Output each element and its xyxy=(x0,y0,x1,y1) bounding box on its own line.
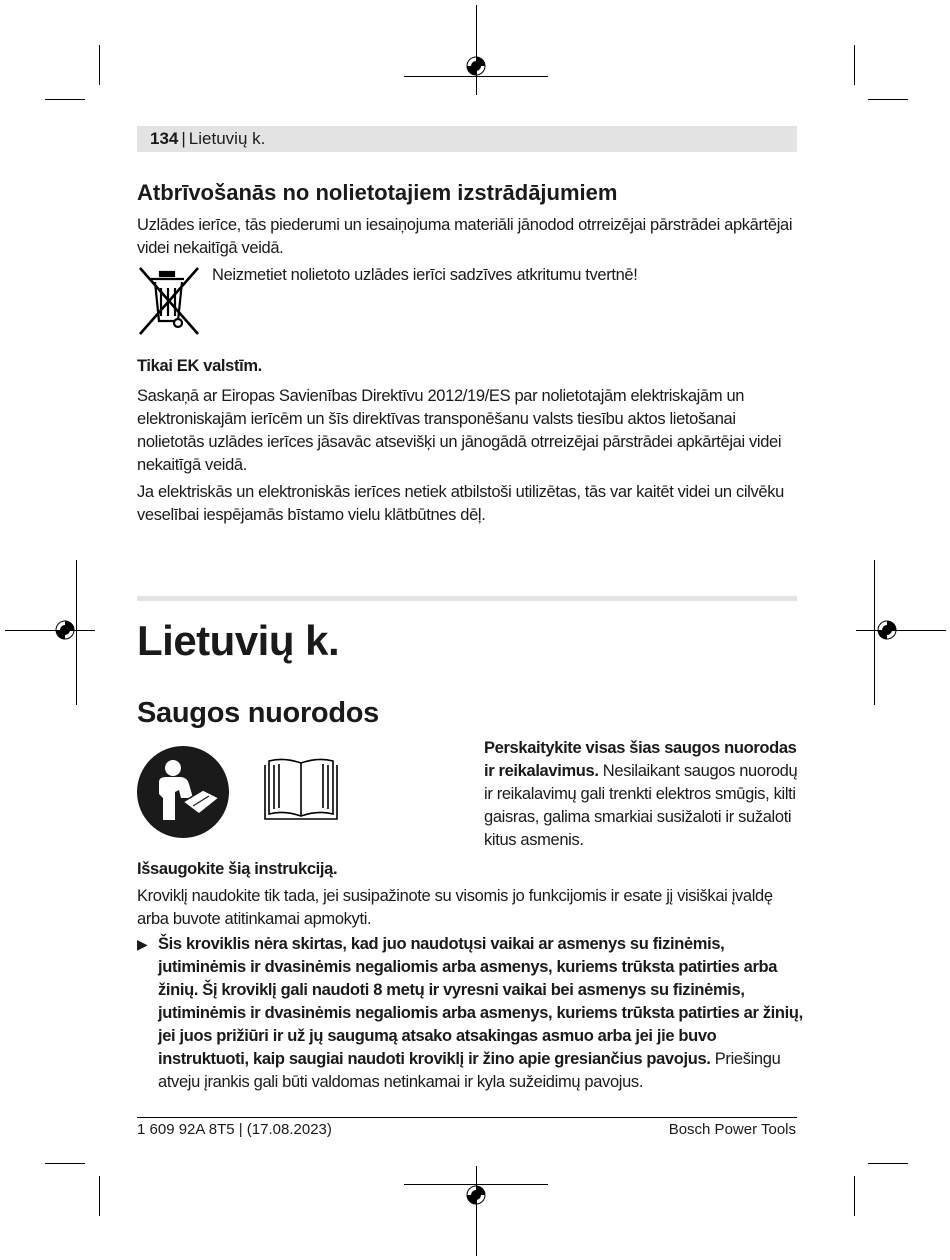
document-code: 1 609 92A 8T5 | (17.08.2023) xyxy=(137,1121,332,1138)
read-instructions-paragraph xyxy=(484,737,804,852)
eu-paragraph-1: Saskaņā ar Eiropas Savienības Direktīvu 2012/19/ES par nolietotajām elektriskajām un elektroniskajām ierīcēm un šīs direktīvas transponēšanu valsts tiesību aktos lietošanai nolietotās uzlādes ierīces jāsavāc atsevišķi un jānogādā otrreizējai pārstrādei apkārtējai videi nekaitīgā veidā. xyxy=(137,387,782,474)
crop-mark xyxy=(854,1176,855,1216)
crop-mark xyxy=(45,99,85,100)
header-section: Lietuvių k. xyxy=(188,129,266,148)
registration-target-icon xyxy=(54,619,76,641)
crop-mark xyxy=(45,1163,85,1164)
crop-mark xyxy=(99,45,100,85)
footer-rule xyxy=(137,1117,797,1118)
page-number: 134 xyxy=(150,129,179,148)
language-title: Lietuvių k. xyxy=(137,617,340,664)
crossed-out-wheelie-bin-icon xyxy=(136,266,202,336)
eu-paragraph-2: Ja elektriskās un elektroniskās ierīces netiek atbilstoši utilizētas, tās var kaitēt videi un cilvēku veselībai iespējamās bīstamo vielu klātbūtnes dēļ. xyxy=(137,483,784,524)
bullet-paragraph xyxy=(158,933,803,1094)
registration-line xyxy=(5,630,95,631)
bullet-rest-text: Priešingu atveju įrankis gali būti valdomas netinkamai ir kyla sužeidimų pavojus. xyxy=(158,1050,781,1091)
section-divider xyxy=(137,596,797,601)
crop-mark xyxy=(854,45,855,85)
registration-line xyxy=(76,560,77,705)
safety-heading: Saugos nuorodos xyxy=(137,697,380,729)
registration-target-icon xyxy=(465,55,487,77)
running-header xyxy=(150,129,265,149)
bullet-marker: ▶ xyxy=(137,936,148,952)
disposal-intro: Uzlādes ierīce, tās piederumi un iesaiņojuma materiāli jānodod otrreizējai pārstrādei apkārtējai videi nekaitīgā veidā. xyxy=(137,216,793,257)
registration-line xyxy=(856,630,946,631)
disposal-heading: Atbrīvošanās no nolietotajiem izstrādājumiem xyxy=(137,180,618,205)
keep-instructions-heading: Išsaugokite šią instrukciją. xyxy=(137,860,338,878)
header-separator: | xyxy=(181,129,186,148)
registration-line xyxy=(874,560,875,705)
registration-target-icon xyxy=(876,619,898,641)
crop-mark xyxy=(868,1163,908,1164)
eu-heading: Tikai EK valstīm. xyxy=(137,357,262,375)
registration-line xyxy=(476,1166,477,1256)
read-manual-person-icon xyxy=(137,746,229,838)
brand-name: Bosch Power Tools xyxy=(668,1121,796,1138)
usage-paragraph: Kroviklį naudokite tik tada, jei susipažinote su visomis jo funkcijomis ir esate jį visiškai įvaldę arba buvote atitinkamai apmokyti. xyxy=(137,887,773,928)
bullet-bold-text: Šis kroviklis nėra skirtas, kad juo naudotųsi vaikai ar asmenys su fizinėmis, jutiminėmis ir dvasinėmis negaliomis arba asmenys, kuriems trūksta patirties arba žinių. Šį kroviklį gali naudoti 8 metų ir vyresni vaikai bei asmenys su fizinėmis, jutiminėmis ir dvasinėmis negaliomis arba asmenys, kuriems trūksta patirties ar žinių, jei juos prižiūri ir už jų saugumą atsako atsakingas asmuo arba jei jie buvo instruktuoti, kaip saugiai naudoti kroviklį ir žino apie gresiančius pavojus. xyxy=(158,935,803,1068)
crop-mark xyxy=(99,1176,100,1216)
read-instructions-bold: Perskaitykite visas šias saugos nuorodas ir reikalavimus. xyxy=(484,739,797,780)
open-book-icon xyxy=(262,755,340,823)
bin-note: Neizmetiet nolietoto uzlādes ierīci sadzīves atkritumu tvertnē! xyxy=(212,266,638,284)
read-instructions-rest: Nesilaikant saugos nuorodų ir reikalavimų gali trenkti elektros smūgis, kilti gaisras, galima smarkiai susižaloti ir sužaloti kitus asmenis. xyxy=(484,762,798,849)
registration-line xyxy=(476,5,477,95)
registration-target-icon xyxy=(465,1184,487,1206)
crop-mark xyxy=(868,99,908,100)
